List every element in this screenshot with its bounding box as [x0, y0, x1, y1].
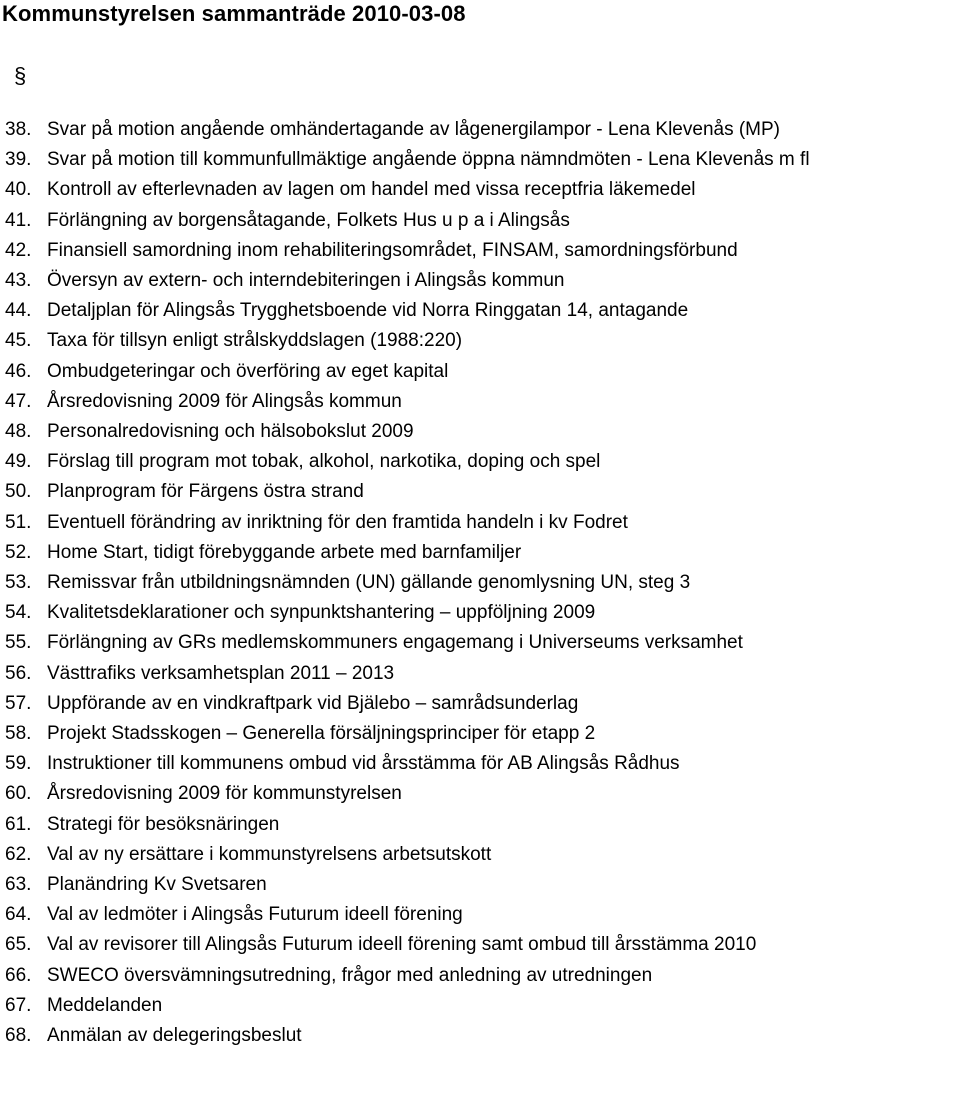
agenda-item-text: Kontroll av efterlevnaden av lagen om handel med vissa receptfria läkemedel [47, 179, 696, 201]
agenda-item-number: 40. [5, 179, 32, 201]
agenda-item [0, 508, 960, 538]
agenda-item [0, 628, 960, 658]
agenda-item [0, 357, 960, 387]
agenda-item [0, 900, 960, 930]
agenda-item [0, 145, 960, 175]
agenda-item-number: 66. [5, 964, 32, 986]
agenda-item-text: Detaljplan för Alingsås Trygghetsboende vid Norra Ringgatan 14, antagande [47, 300, 689, 322]
agenda-item [0, 659, 960, 689]
agenda-item-number: 52. [5, 541, 32, 563]
agenda-item [0, 296, 960, 326]
agenda-item [0, 749, 960, 779]
agenda-item-text: Ombudgeteringar och överföring av eget kapital [47, 360, 449, 382]
agenda-item-number: 38. [5, 119, 32, 140]
agenda-item-text: Eventuell förändring av inriktning för den framtida handeln i kv Fodret [47, 511, 628, 533]
section-symbol: § [14, 63, 27, 88]
agenda-item [0, 779, 960, 809]
agenda-item-number: 47. [5, 390, 32, 412]
agenda-item [0, 598, 960, 628]
agenda-item-text: Förlängning av GRs medlemskommuners engagemang i Universeums verksamhet [47, 632, 743, 654]
agenda-item-number: 62. [5, 843, 32, 865]
agenda-item [0, 417, 960, 447]
agenda-item-text: Anmälan av delegeringsbeslut [47, 1025, 302, 1047]
agenda-item [0, 568, 960, 598]
agenda-item [0, 326, 960, 356]
agenda-item-text: Instruktioner till kommunens ombud vid årsstämma för AB Alingsås Rådhus [47, 753, 680, 775]
agenda-item-text: Personalredovisning och hälsobokslut 2009 [47, 421, 414, 443]
agenda-item-text: Årsredovisning 2009 för kommunstyrelsen [47, 783, 402, 805]
agenda-item [0, 930, 960, 960]
agenda-item-text: Taxa för tillsyn enligt strålskyddslagen (1988:220) [47, 330, 463, 352]
agenda-item-text: Översyn av extern- och interndebiteringen i Alingsås kommun [47, 270, 565, 292]
agenda-item-number: 54. [5, 602, 32, 624]
agenda-item-text: Val av ledmöter i Alingsås Futurum ideell förening [47, 904, 463, 926]
agenda-item [0, 447, 960, 477]
agenda-item-text: Home Start, tidigt förebyggande arbete med barnfamiljer [47, 541, 522, 563]
agenda-item [0, 810, 960, 840]
agenda-item-number: 59. [5, 753, 32, 775]
agenda-item-text: Förlängning av borgensåtagande, Folkets Hus u p a i Alingsås [47, 209, 570, 231]
agenda-item [0, 175, 960, 205]
agenda-item-text: Årsredovisning 2009 för Alingsås kommun [47, 390, 402, 412]
agenda-item-number: 68. [5, 1025, 32, 1047]
agenda-item-number: 57. [5, 692, 32, 714]
agenda-item-number: 41. [5, 209, 32, 231]
agenda-item [0, 840, 960, 870]
agenda-item [0, 115, 960, 145]
agenda-item-number: 43. [5, 270, 32, 292]
agenda-list [0, 115, 960, 1051]
agenda-item-number: 48. [5, 421, 32, 443]
agenda-item [0, 387, 960, 417]
agenda-item-text: Svar på motion till kommunfullmäktige angående öppna nämndmöten - Lena Klevenås m fl [47, 149, 810, 171]
agenda-item-text: Kvalitetsdeklarationer och synpunktshantering – uppföljning 2009 [47, 602, 596, 624]
agenda-item-number: 53. [5, 572, 32, 594]
agenda-item-number: 45. [5, 330, 32, 352]
agenda-item-number: 46. [5, 360, 32, 382]
agenda-item [0, 961, 960, 991]
agenda-item-text: Meddelanden [47, 994, 163, 1016]
agenda-item [0, 206, 960, 236]
agenda-item-text: Val av ny ersättare i kommunstyrelsens arbetsutskott [47, 843, 492, 865]
agenda-item-text: Planändring Kv Svetsaren [47, 874, 267, 896]
agenda-item-text: Svar på motion angående omhändertagande av lågenergilampor - Lena Klevenås (MP) [47, 119, 781, 140]
agenda-item [0, 538, 960, 568]
agenda-item-number: 64. [5, 904, 32, 926]
agenda-item-text: Förslag till program mot tobak, alkohol, narkotika, doping och spel [47, 451, 601, 473]
agenda-item-text: SWECO översvämningsutredning, frågor med anledning av utredningen [47, 964, 653, 986]
agenda-item-number: 39. [5, 149, 32, 171]
agenda-item-text: Västtrafiks verksamhetsplan 2011 – 2013 [47, 662, 395, 684]
agenda-item [0, 1021, 960, 1051]
agenda-item-number: 67. [5, 994, 32, 1016]
agenda-item-text: Strategi för besöksnäringen [47, 813, 280, 835]
agenda-item-number: 65. [5, 934, 32, 956]
agenda-item-number: 55. [5, 632, 32, 654]
agenda-item-text: Remissvar från utbildningsnämnden (UN) gällande genomlysning UN, steg 3 [47, 572, 691, 594]
agenda-item [0, 266, 960, 296]
agenda-item-number: 44. [5, 300, 32, 322]
document-title: Kommunstyrelsen sammanträde 2010-03-08 [2, 1, 466, 26]
agenda-item-text: Projekt Stadsskogen – Generella försäljningsprinciper för etapp 2 [47, 723, 596, 745]
agenda-item-number: 42. [5, 239, 32, 261]
agenda-item [0, 689, 960, 719]
agenda-item [0, 477, 960, 507]
agenda-item-text: Uppförande av en vindkraftpark vid Bjälebo – samrådsunderlag [47, 692, 579, 714]
agenda-item-number: 61. [5, 813, 32, 835]
agenda-item-number: 58. [5, 723, 32, 745]
agenda-item-number: 56. [5, 662, 32, 684]
agenda-item-number: 50. [5, 481, 32, 503]
agenda-item [0, 870, 960, 900]
agenda-item-text: Planprogram för Färgens östra strand [47, 481, 364, 503]
agenda-item [0, 236, 960, 266]
agenda-item-text: Val av revisorer till Alingsås Futurum ideell förening samt ombud till årsstämma 2010 [47, 934, 757, 956]
agenda-item-number: 49. [5, 451, 32, 473]
agenda-item-number: 63. [5, 874, 32, 896]
agenda-item-text: Finansiell samordning inom rehabiliteringsområdet, FINSAM, samordningsförbund [47, 239, 738, 261]
agenda-item-number: 51. [5, 511, 32, 533]
agenda-item [0, 991, 960, 1021]
agenda-item-number: 60. [5, 783, 32, 805]
agenda-item [0, 719, 960, 749]
